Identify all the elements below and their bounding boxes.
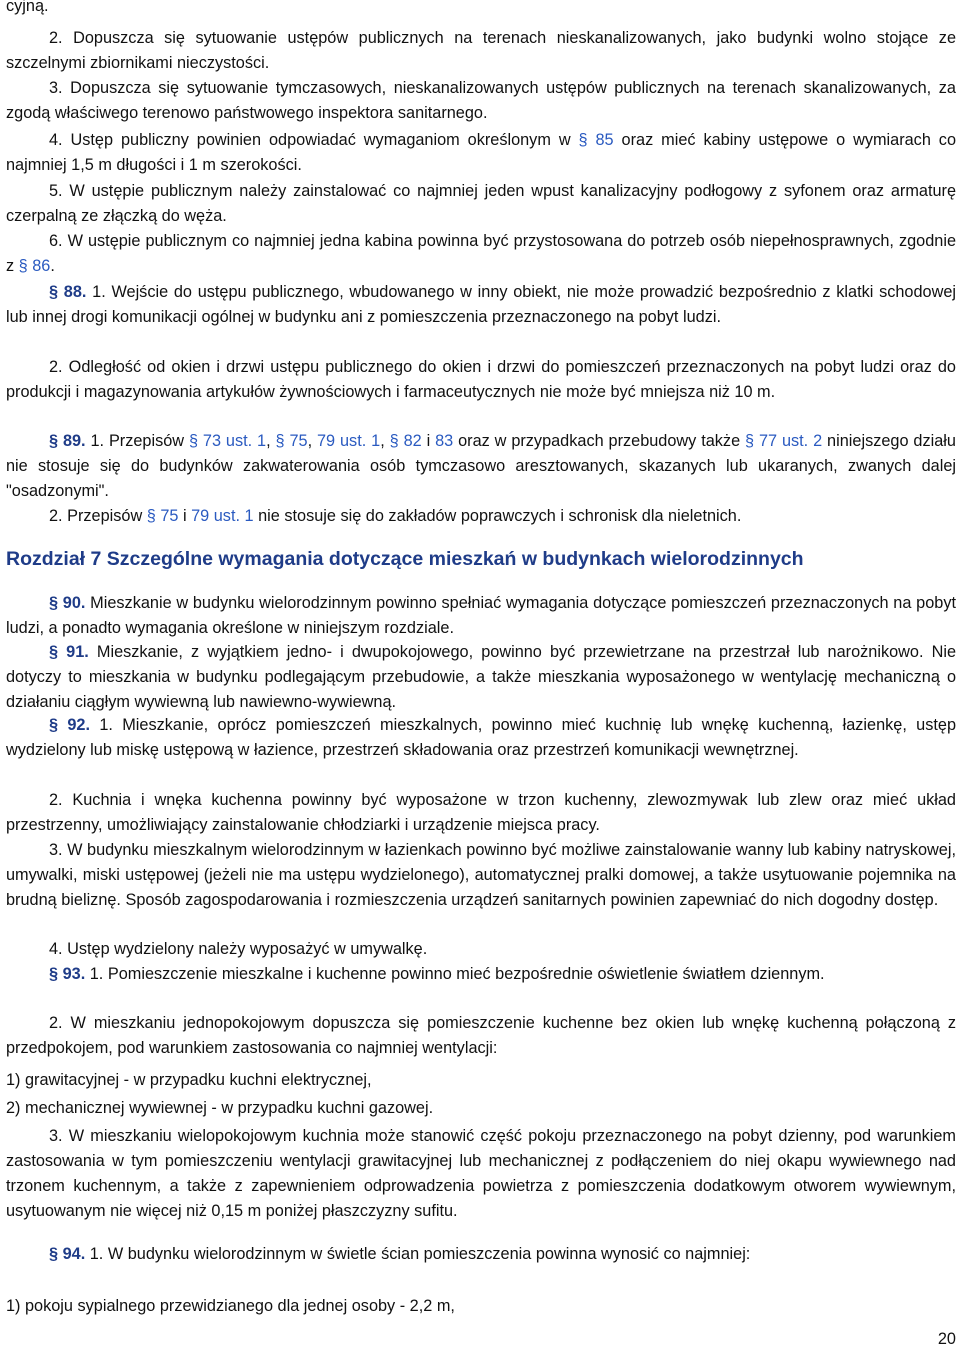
paragraph: 5. W ustępie publicznym należy zainstalować co najmniej jeden wpust kanalizacyjny podłogowy z syfonem oraz armaturę czerpalną ze złączką do węża.: [6, 182, 956, 225]
paragraph-text: 2. Przepisów: [49, 507, 147, 525]
section-ref-link[interactable]: 79 ust. 1: [191, 507, 254, 525]
paragraph-text: oraz w przypadkach przebudowy także: [453, 432, 746, 450]
paragraph-text: i: [178, 507, 192, 525]
paragraph-text: nie stosuje się do zakładów poprawczych i schronisk dla nieletnich.: [253, 507, 742, 525]
section-number: § 92.: [49, 716, 91, 734]
section-number: § 93.: [49, 965, 86, 983]
paragraph: [6, 429, 956, 504]
section-ref-link[interactable]: § 82: [389, 432, 422, 450]
paragraph-text: 1. Pomieszczenie mieszkalne i kuchenne powinno mieć bezpośrednie oświetlenie światłem dziennym.: [85, 965, 825, 983]
paragraph-text: 4. Ustęp publiczny powinien odpowiadać wymaganiom określonym w: [49, 131, 579, 149]
paragraph: 4. Ustęp wydzielony należy wyposażyć w umywalkę.: [49, 940, 428, 958]
paragraph-text: ,: [380, 432, 390, 450]
paragraph-text: 1. Przepisów: [85, 432, 189, 450]
section-ref-link[interactable]: § 85: [578, 131, 614, 149]
page-number: 20: [937, 1330, 956, 1348]
section-number: § 90.: [49, 594, 86, 612]
paragraph-text: 1. W budynku wielorodzinnym w świetle ścian pomieszczenia powinna wynosić co najmniej:: [85, 1245, 751, 1263]
paragraph: 3. W budynku mieszkalnym wielorodzinnym w łazienkach powinno być możliwe zainstalowanie wanny lub kabiny natryskowej, umywalki, miski ustępowej (jeżeli nie ma ustępu wydzielonego), automatycznej pralki domowej, a także usytuowanie pojemnika na brudną bieliznę. Sposób zagospodarowania i rozmieszczenia urządzeń sanitarnych powinien zapewniać do nich dogodny dostęp.: [6, 841, 956, 909]
list-item: 1) pokoju sypialnego przewidzianego dla jednej osoby - 2,2 m,: [6, 1297, 455, 1315]
paragraph: 2. Dopuszcza się sytuowanie ustępów publicznych na terenach nieskanalizowanych, jako budynki wolno stojące ze szczelnymi zbiornikami nieczystości.: [6, 29, 956, 72]
section-ref-link[interactable]: 79 ust. 1: [317, 432, 381, 450]
section-ref-link[interactable]: § 75: [275, 432, 308, 450]
paragraph: [6, 713, 956, 763]
paragraph: 3. Dopuszcza się sytuowanie tymczasowych, nieskanalizowanych ustępów publicznych na terenach skanalizowanych, za zgodą właściwego terenowo państwowego inspektora sanitarnego.: [6, 79, 956, 122]
paragraph-text: i: [421, 432, 436, 450]
paragraph-text: 6. W ustępie publicznym co najmniej jedna kabina powinna być przystosowana do potrzeb osób niepełnosprawnych, zgodnie z: [6, 232, 956, 275]
paragraph: [6, 229, 956, 279]
paragraph: [6, 128, 956, 178]
paragraph: [6, 504, 956, 529]
section-ref-link[interactable]: 83: [435, 432, 454, 450]
paragraph: [6, 280, 956, 330]
paragraph: 3. W mieszkaniu wielopokojowym kuchnia może stanowić część pokoju przeznaczonego na pobyt dzienny, pod warunkiem zastosowania w tym pomieszczeniu wentylacji grawitacyjnej lub mechanicznej z podłączeniem do niej okapu wywiewnego nad trzonem kuchennym, a także z zapewnieniem odprowadzenia powietrza z pomieszczenia dodatkowym otworem wywiewnym, usytuowanym nie więcej niż 0,15 m poniżej płaszczyzny sufitu.: [6, 1127, 956, 1220]
section-ref-link[interactable]: § 73 ust. 1: [188, 432, 267, 450]
list-item: 1) grawitacyjnej - w przypadku kuchni elektrycznej,: [6, 1071, 372, 1089]
section-ref-link[interactable]: § 75: [146, 507, 179, 525]
paragraph-text: Mieszkanie, z wyjątkiem jedno- i dwupokojowego, powinno być przewietrzane na przestrzał lub narożnikowo. Nie dotyczy to mieszkania w budynku podlegającym przebudowie, a także mieszkania wyposażonego w wentylację mechaniczną o działaniu ciągłym wywiewną lub nawiewno-wywiewną.: [6, 643, 957, 711]
paragraph-text: ,: [266, 432, 276, 450]
section-ref-link[interactable]: § 86: [18, 257, 51, 275]
section-number: § 94.: [49, 1245, 86, 1263]
paragraph: 2. Kuchnia i wnęka kuchenna powinny być wyposażone w trzon kuchenny, zlewozmywak lub zlew oraz mieć układ przestrzenny, umożliwiający zainstalowanie chłodziarki i urządzenie miejsca pracy.: [6, 791, 956, 834]
paragraph: [6, 591, 956, 641]
paragraph-text: 1. Mieszkanie, oprócz pomieszczeń mieszkalnych, powinno mieć kuchnię lub wnękę kuchenną, łazienkę, ustęp wydzielony lub miskę ustępową w łazience, przestrzeń składowania oraz przestrzeń komunikacji wewnętrznej.: [6, 716, 956, 759]
section-ref-link[interactable]: § 77 ust. 2: [745, 432, 823, 450]
paragraph: 2. Odległość od okien i drzwi ustępu publicznego do okien i drzwi do pomieszczeń przeznaczonych na pobyt ludzi oraz do produkcji i magazynowania artykułów żywnościowych i farmaceutycznych nie może być mniejsza niż 10 m.: [6, 358, 956, 401]
paragraph-text: oraz mieć kabiny ustępowe o wymiarach co najmniej 1,5 m długości i 1 m szerokości.: [6, 131, 956, 174]
chapter-heading: Rozdział 7 Szczególne wymagania dotyczące mieszkań w budynkach wielorodzinnych: [6, 548, 804, 570]
paragraph: [6, 1242, 956, 1267]
paragraph: 2. W mieszkaniu jednopokojowym dopuszcza się pomieszczenie kuchenne bez okien lub wnękę kuchenną połączoną z przedpokojem, pod warunkiem zastosowania co najmniej wentylacji:: [6, 1014, 956, 1057]
paragraph: [6, 962, 956, 987]
paragraph-text: 1. Wejście do ustępu publicznego, wbudowanego w inny obiekt, nie może prowadzić bezpośrednio z klatki schodowej lub innej drogi komunikacji ogólnej w budynku ani z pomieszczenia przeznaczonego na pobyt ludzi.: [6, 283, 957, 326]
paragraph-text: Mieszkanie w budynku wielorodzinnym powinno spełniać wymagania dotyczące pomieszczeń przeznaczonych na pobyt ludzi, a ponadto wymagania określone w niniejszym rozdziale.: [6, 594, 956, 637]
section-number: § 91.: [49, 643, 89, 661]
section-number: § 88.: [49, 283, 87, 301]
list-item: 2) mechanicznej wywiewnej - w przypadku kuchni gazowej.: [6, 1099, 434, 1117]
section-number: § 89.: [49, 432, 86, 450]
paragraph: [6, 640, 956, 715]
paragraph-text: ,: [307, 432, 317, 450]
paragraph-text: niniejszego działu nie stosuje się do budynków zakwaterowania osób tymczasowo aresztowanych, skazanych lub ukaranych, zwanych dalej "osadzonymi".: [6, 432, 956, 500]
paragraph-text: .: [50, 257, 55, 275]
paragraph: cyjną.: [6, 0, 49, 15]
